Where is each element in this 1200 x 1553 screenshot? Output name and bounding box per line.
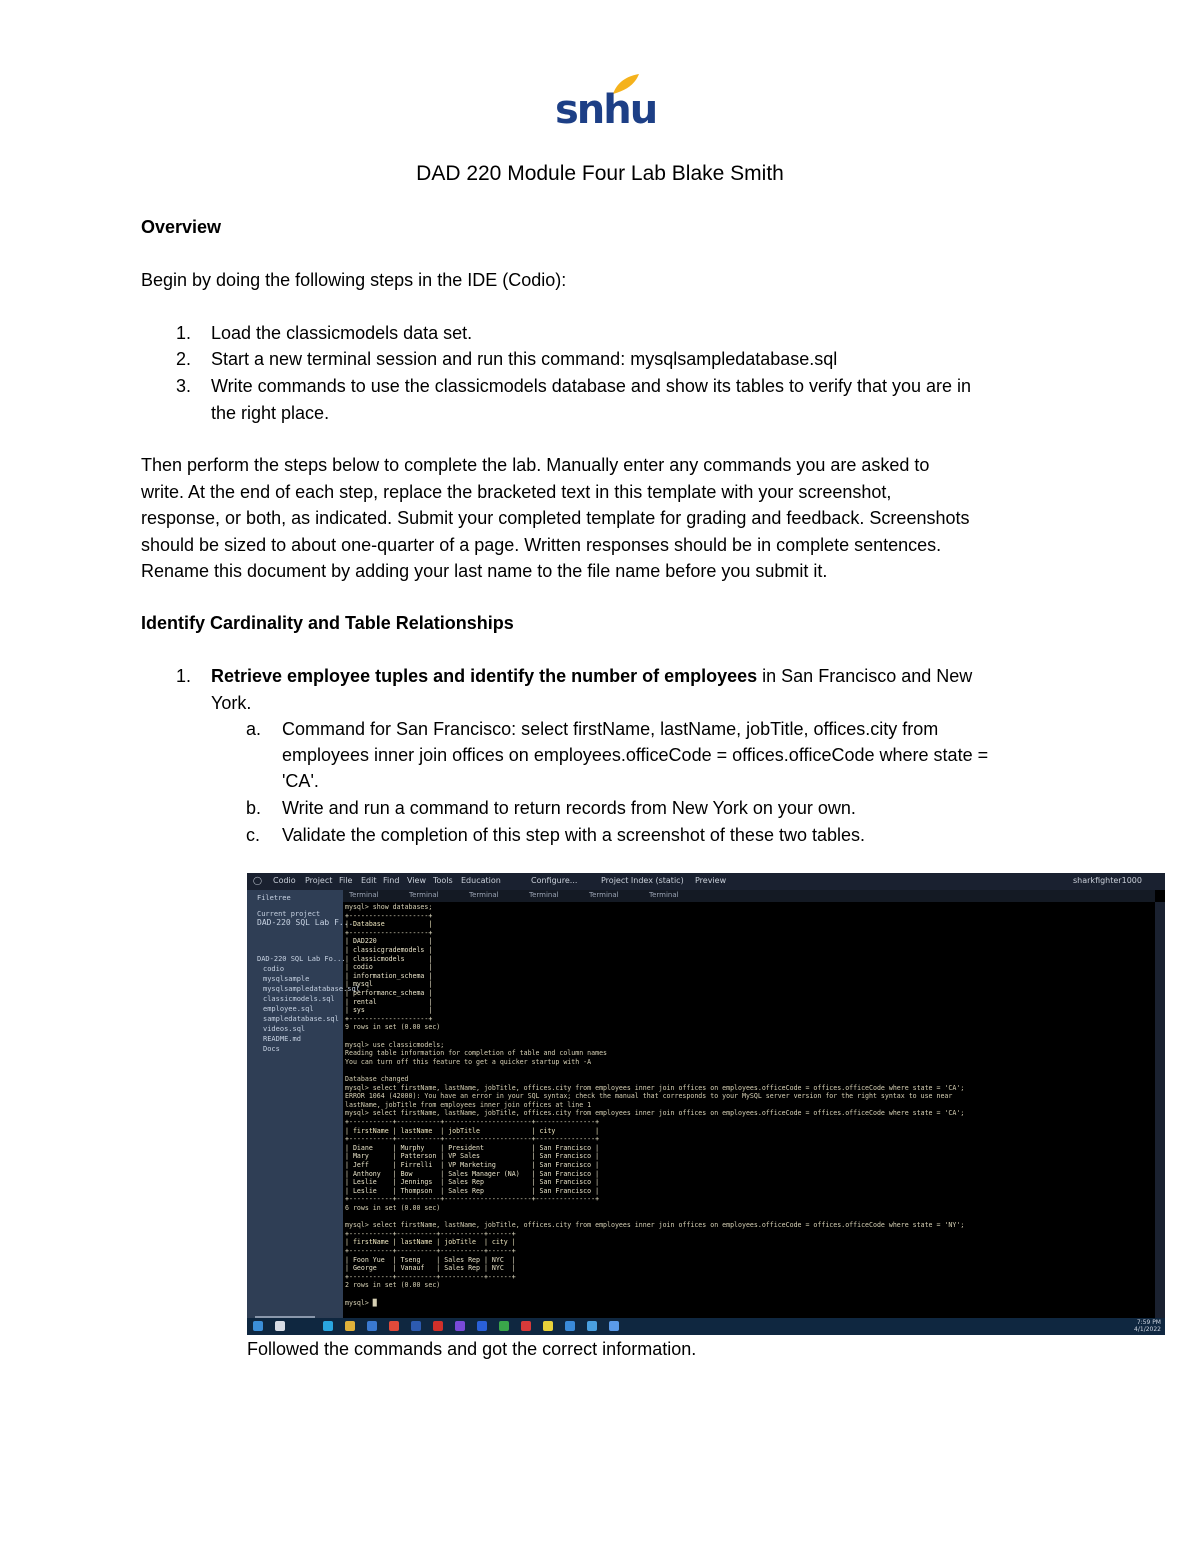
file-tree-item: codio [263,965,285,973]
instructions-line: should be sized to about one-quarter of a page. Written responses should be in complete sentences. [141,535,942,555]
step-text-continued: the right place. [211,403,330,423]
clock-time: 7:59 PM [1136,1319,1161,1326]
step-number: 1. [176,323,192,343]
clock-date: 4/1/2022 [1134,1326,1161,1333]
chrome-icon [389,1321,399,1331]
terminal-line: | Jeff | Firrelli | VP Marketing | San Francisco | [345,1161,600,1169]
terminal-line: +--------------------+ [345,1014,433,1023]
sub-text: employees inner join offices on employees.officeCode = offices.officeCode where state = [282,745,989,765]
app-icon [543,1321,553,1331]
item-number: 1. [176,666,192,686]
ide-menubar [247,873,1165,890]
menu-item: Configure... [531,876,578,885]
mail-icon [367,1321,377,1331]
step-number: 3. [176,376,192,396]
item-bold-text: Retrieve employee tuples and identify the number of employees [211,666,758,686]
instructions-line: write. At the end of each step, replace the bracketed text in this template with your screenshot, [141,482,892,502]
terminal-line: mysql> select firstName, lastName, jobTitle, offices.city from employees inner join offices on employees.officeCode = offices.officeCode where state = 'CA'; [345,1083,965,1092]
folder-icon [345,1321,355,1331]
terminal-line: | information_schema | [345,971,433,980]
codio-icon: ◯ [253,876,262,885]
menu-item: Find [383,876,400,885]
terminal-line: 2 rows in set (0.00 sec) [345,1281,441,1290]
app-icon [433,1321,443,1331]
sub-label: c. [246,825,261,845]
file-tree-item: mysqlsample [263,975,310,983]
sub-text: Validate the completion of this step with a screenshot of these two tables. [282,825,865,845]
terminal-line: 9 rows in set (0.00 sec) [345,1023,441,1032]
menu-item: Education [461,876,501,885]
terminal-line: | Leslie | Jennings | Sales Rep | San Francisco | [345,1178,600,1187]
terminal-line: | Mary | Patterson | VP Sales | San Francisco | [345,1152,600,1161]
terminal-line: mysql> use classicmodels; [345,1040,445,1049]
terminal-line: | sys | [345,1006,433,1015]
terminal-line: | DAD220 | [345,937,433,946]
file-tree-item: classicmodels.sql [263,995,335,1003]
terminal-tab: Terminal [409,891,439,899]
terminal-line: +-----------+----------+-----------+------+ [345,1229,516,1238]
file-tree-item: employee.sql [263,1005,314,1013]
terminal-line: +--------------------+ [345,911,433,920]
terminal-line: +-----------+-----------+----------------------+---------------+ [345,1118,600,1126]
terminal-output [345,903,1153,1317]
sub-text: Command for San Francisco: select firstName, lastName, jobTitle, offices.city from [282,719,939,739]
file-tree-item: Docs [263,1045,280,1053]
terminal-line: | Foon Yue | Tseng | Sales Rep | NYC | [345,1255,516,1264]
windows-taskbar [247,1318,1165,1335]
overview-intro: Begin by doing the following steps in the IDE (Codio): [141,270,567,290]
taskbar-clock [1134,1319,1161,1333]
step-text: Start a new terminal session and run this command: mysqlsampledatabase.sql [211,349,838,369]
terminal-scrollbar [1155,902,1165,1318]
app-icon [477,1321,487,1331]
app-icon [455,1321,465,1331]
instructions-line: response, or both, as indicated. Submit your completed template for grading and feedback. Screenshots [141,508,970,528]
menu-item: Codio [273,876,296,885]
terminal-line: | George | Vanauf | Sales Rep | NYC | [345,1264,516,1273]
sub-label: b. [246,798,262,818]
terminal-line: +-----------+-----------+----------------------+---------------+ [345,1135,600,1144]
terminal-line: | performance_schema | [345,989,433,997]
terminal-line: | firstName | lastName | jobTitle | city | [345,1126,600,1135]
terminal-line: | Leslie | Thompson | Sales Rep | San Francisco | [345,1186,600,1195]
terminal-line: 6 rows in set (0.00 sec) [345,1204,441,1212]
file-tree [247,890,360,1318]
menu-item: File [339,876,353,885]
terminal-line: | classicmodels | [345,954,433,963]
file-tree-item: mysqlsampledatabase.sql [263,985,360,993]
terminal-tab: Terminal [469,891,499,899]
app-icon [521,1321,531,1331]
menu-item: Project [305,876,333,885]
terminal-line: | classicgrademodels | [345,946,433,954]
terminal-tab: Terminal [529,891,559,899]
terminal-line: +--------------------+ [345,928,433,937]
step-number: 2. [176,349,192,369]
search-icon [275,1321,285,1331]
document-title: DAD 220 Module Four Lab Blake Smith [416,162,784,185]
file-tree-item: DAD-220 SQL Lab Fo... [257,955,346,963]
terminal-tab: Terminal [349,891,379,899]
terminal-line: mysql> █ [345,1298,377,1307]
terminal-tab: Terminal [589,891,619,899]
sub-text: 'CA'. [282,771,319,791]
terminal-line: +-----------+----------+-----------+------+ [345,1272,516,1281]
file-tree-item: README.md [263,1035,301,1043]
terminal-line: | Anthony | Bow | Sales Manager (NA) | San Francisco | [345,1169,600,1178]
instructions-line: Rename this document by adding your last name to the file name before you submit it. [141,561,828,581]
terminal-line: | Database | [345,920,433,929]
response-text: Followed the commands and got the correct information. [247,1339,697,1359]
item-text [211,663,1061,690]
file-tree-item: Current project [257,910,321,918]
instructions-line: Then perform the steps below to complete the lab. Manually enter any commands you are asked to [141,455,930,475]
step-text: Write commands to use the classicmodels database and show its tables to verify that you are in [211,376,972,396]
windows-icon [253,1321,263,1331]
terminal-line: +-----------+-----------+----------------------+---------------+ [345,1195,600,1204]
user-name: sharkfighter1000 [1073,876,1142,885]
file-tree-item: videos.sql [263,1025,306,1033]
word-icon [411,1321,421,1331]
terminal-tab: Terminal [649,891,679,899]
ide-screenshot [247,873,1165,1335]
logo-wordmark: snhu [555,87,657,133]
terminal-line: | mysql | [345,980,433,989]
terminal-line: | codio | [345,963,433,972]
terminal-line: Reading table information for completion of table and column names [345,1049,608,1058]
terminal-line: mysql> select firstName, lastName, jobTitle, offices.city from employees inner join offices on employees.officeCode = offices.officeCode where state = 'CA'; [345,1109,965,1118]
snhu-logo [555,72,657,134]
terminal-line: You can turn off this feature to get a quicker startup with -A [345,1057,592,1066]
terminal-line: | firstName | lastName | jobTitle | city | [345,1238,516,1247]
menu-item: Preview [695,876,727,885]
menu-item: View [407,876,426,885]
terminal-line: mysql> show databases; [345,903,433,911]
menu-item: Tools [433,876,453,885]
terminal-line: | Diane | Murphy | President | San Francisco | [345,1143,600,1152]
sub-label: a. [246,719,262,739]
app-icon [587,1321,597,1331]
overview-heading: Overview [141,217,222,237]
item-text-continued: York. [211,693,252,713]
terminal-line: +-----------+----------+-----------+------+ [345,1247,516,1255]
terminal-line: lastName, jobTitle from employees inner join offices at line 1 [345,1100,592,1109]
edge-icon [323,1321,333,1331]
section-heading: Identify Cardinality and Table Relationships [141,613,514,633]
app-icon [609,1321,619,1331]
menu-item: Edit [361,876,377,885]
terminal-line: Database changed [345,1075,409,1083]
file-tree-item: sampledatabase.sql [263,1015,339,1023]
item-rest-text: in San Francisco and New [757,666,973,686]
terminal-line: | rental | [345,997,433,1006]
xbox-icon [499,1321,509,1331]
file-tree-item: Filetree [257,894,291,902]
terminal-line: mysql> select firstName, lastName, jobTitle, offices.city from employees inner join offices on employees.officeCode = offices.officeCode where state = 'NY'; [345,1221,965,1230]
file-tree-item: DAD-220 SQL Lab F... [257,918,354,927]
menu-item: Project Index (static) [601,876,684,885]
app-icon [565,1321,575,1331]
terminal-tabs [343,890,1155,902]
sub-text: Write and run a command to return records from New York on your own. [282,798,856,818]
terminal-line: ERROR 1064 (42000): You have an error in your SQL syntax; check the manual that corresponds to your MySQL server version for the right syntax to use near [345,1092,953,1101]
step-text: Load the classicmodels data set. [211,323,473,343]
